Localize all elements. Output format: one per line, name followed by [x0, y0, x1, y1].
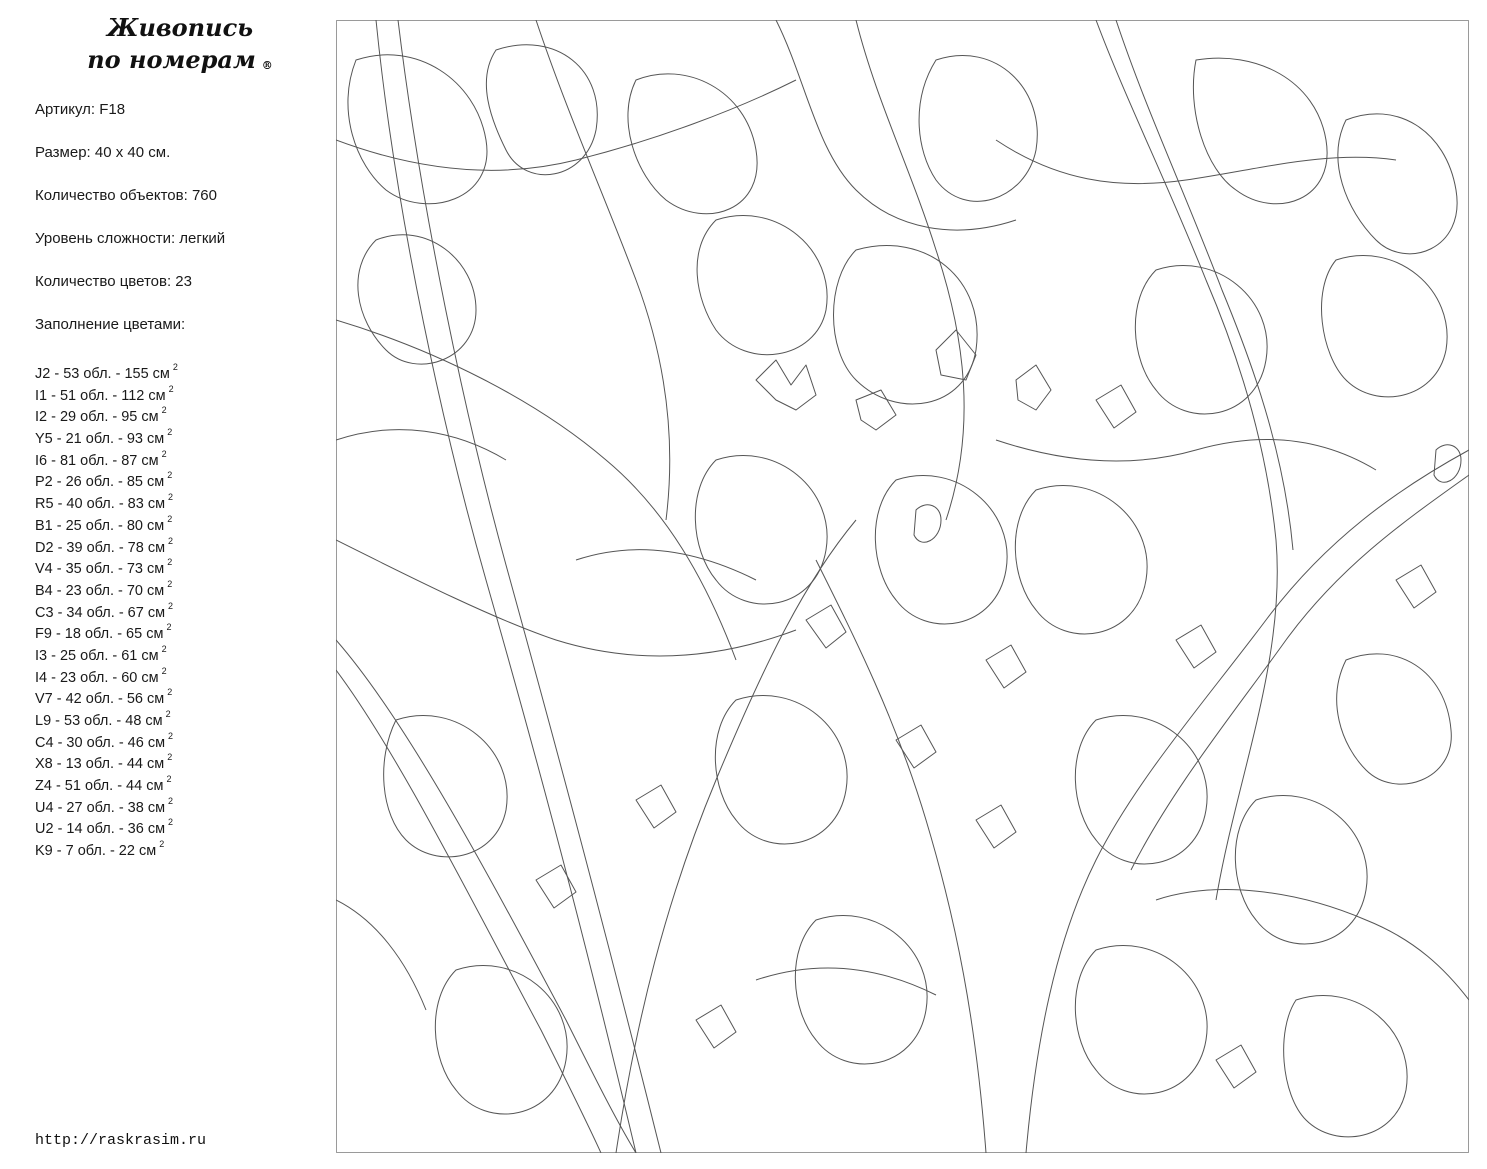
fill-row — [35, 446, 325, 468]
fill-row — [35, 489, 325, 511]
line-art — [336, 20, 1469, 1153]
fill-row-text: I6 - 81 обл. - 87 см — [35, 452, 159, 469]
fill-row-text: C3 - 34 обл. - 67 см — [35, 604, 166, 621]
fill-row-exponent: 2 — [167, 578, 173, 589]
fill-row-text: C4 - 30 обл. - 46 см — [35, 734, 166, 751]
fill-row-exponent: 2 — [166, 774, 172, 785]
difficulty-label: Уровень сложности: легкий — [35, 230, 226, 247]
fill-row-text: Z4 - 51 обл. - 44 см — [35, 777, 164, 794]
size-label: Размер: 40 х 40 см. — [35, 144, 171, 161]
fill-row-text: R5 - 40 обл. - 83 см — [35, 495, 166, 512]
fill-row-text: U4 - 27 обл. - 38 см — [35, 799, 166, 816]
fill-row-text: B4 - 23 обл. - 70 см — [35, 582, 165, 599]
fill-row — [35, 684, 325, 706]
objects-count-label: Количество объектов: 760 — [35, 187, 217, 204]
fill-row-text: X8 - 13 обл. - 44 см — [35, 756, 165, 773]
fill-row — [35, 619, 325, 641]
fill-row-exponent: 2 — [159, 839, 165, 850]
fill-row-text: U2 - 14 обл. - 36 см — [35, 821, 166, 838]
fill-row — [35, 576, 325, 598]
product-info — [35, 100, 325, 358]
fill-row — [35, 554, 325, 576]
fill-row-text: P2 - 26 обл. - 85 см — [35, 474, 165, 491]
coloring-canvas — [336, 20, 1469, 1153]
fill-row-exponent: 2 — [168, 795, 174, 806]
fill-row-exponent: 2 — [167, 470, 173, 481]
fill-row-text: I3 - 25 обл. - 61 см — [35, 647, 159, 664]
brand-line-1: Живопись — [106, 13, 254, 42]
fill-row-text: V7 - 42 обл. - 56 см — [35, 691, 165, 708]
fill-row-text: B1 - 25 обл. - 80 см — [35, 517, 165, 534]
fill-heading: Заполнение цветами: — [35, 316, 186, 333]
fill-row-text: L9 - 53 обл. - 48 см — [35, 712, 163, 729]
fill-row — [35, 728, 325, 750]
fill-row-exponent: 2 — [166, 622, 172, 633]
colors-count-label: Количество цветов: 23 — [35, 273, 192, 290]
color-fill-list — [35, 359, 325, 858]
fill-row-text: I1 - 51 обл. - 112 см — [35, 387, 166, 404]
fill-row-exponent: 2 — [161, 448, 167, 459]
fill-row — [35, 641, 325, 663]
fill-row-exponent: 2 — [165, 709, 171, 719]
fill-row-exponent: 2 — [168, 730, 174, 741]
fill-row-exponent: 2 — [167, 557, 173, 568]
registered-mark: ® — [261, 59, 273, 72]
fill-row-exponent: 2 — [167, 687, 173, 698]
fill-row-exponent: 2 — [161, 405, 167, 416]
fill-row-exponent: 2 — [161, 643, 167, 654]
fill-row — [35, 424, 325, 446]
fill-row-exponent: 2 — [167, 427, 173, 438]
fill-row — [35, 836, 325, 858]
stem-line — [376, 20, 636, 1153]
fill-row — [35, 467, 325, 489]
fill-row-exponent: 2 — [168, 492, 174, 503]
fill-row-text: V4 - 35 обл. - 73 см — [35, 561, 165, 578]
fill-row-exponent: 2 — [172, 362, 178, 372]
fill-row — [35, 663, 325, 685]
fill-row-exponent: 2 — [168, 383, 174, 394]
fill-row — [35, 771, 325, 793]
fill-row — [35, 381, 325, 403]
fill-row-exponent: 2 — [167, 752, 173, 763]
fill-row-text: J2 - 53 обл. - 155 см — [35, 365, 170, 382]
fill-row-exponent: 2 — [168, 600, 174, 611]
fill-row — [35, 749, 325, 771]
fill-row-text: I4 - 23 обл. - 60 см — [35, 669, 159, 686]
fill-row-text: F9 - 18 обл. - 65 см — [35, 626, 164, 643]
fill-row-text: I2 - 29 обл. - 95 см — [35, 409, 159, 426]
fill-row — [35, 814, 325, 836]
fill-row-exponent: 2 — [161, 665, 167, 676]
fill-row-text: Y5 - 21 обл. - 93 см — [35, 430, 165, 447]
fill-row-exponent: 2 — [168, 535, 174, 546]
fill-row — [35, 598, 325, 620]
fill-row — [35, 706, 325, 728]
fill-row-text: K9 - 7 обл. - 22 см — [35, 842, 157, 859]
fill-row — [35, 793, 325, 815]
fill-row — [35, 511, 325, 533]
article-label: Артикул: F18 — [35, 101, 126, 118]
site-url: http://raskrasim.ru — [35, 1132, 207, 1149]
canvas-frame — [337, 21, 1469, 1153]
brand-logo — [60, 12, 300, 76]
fill-row-exponent: 2 — [167, 513, 173, 524]
fill-row-text: D2 - 39 обл. - 78 см — [35, 539, 166, 556]
fill-row — [35, 402, 325, 424]
brand-line-2: по номерам — [87, 45, 256, 74]
fill-row-exponent: 2 — [168, 817, 174, 828]
fill-row — [35, 359, 325, 381]
fill-row — [35, 533, 325, 555]
